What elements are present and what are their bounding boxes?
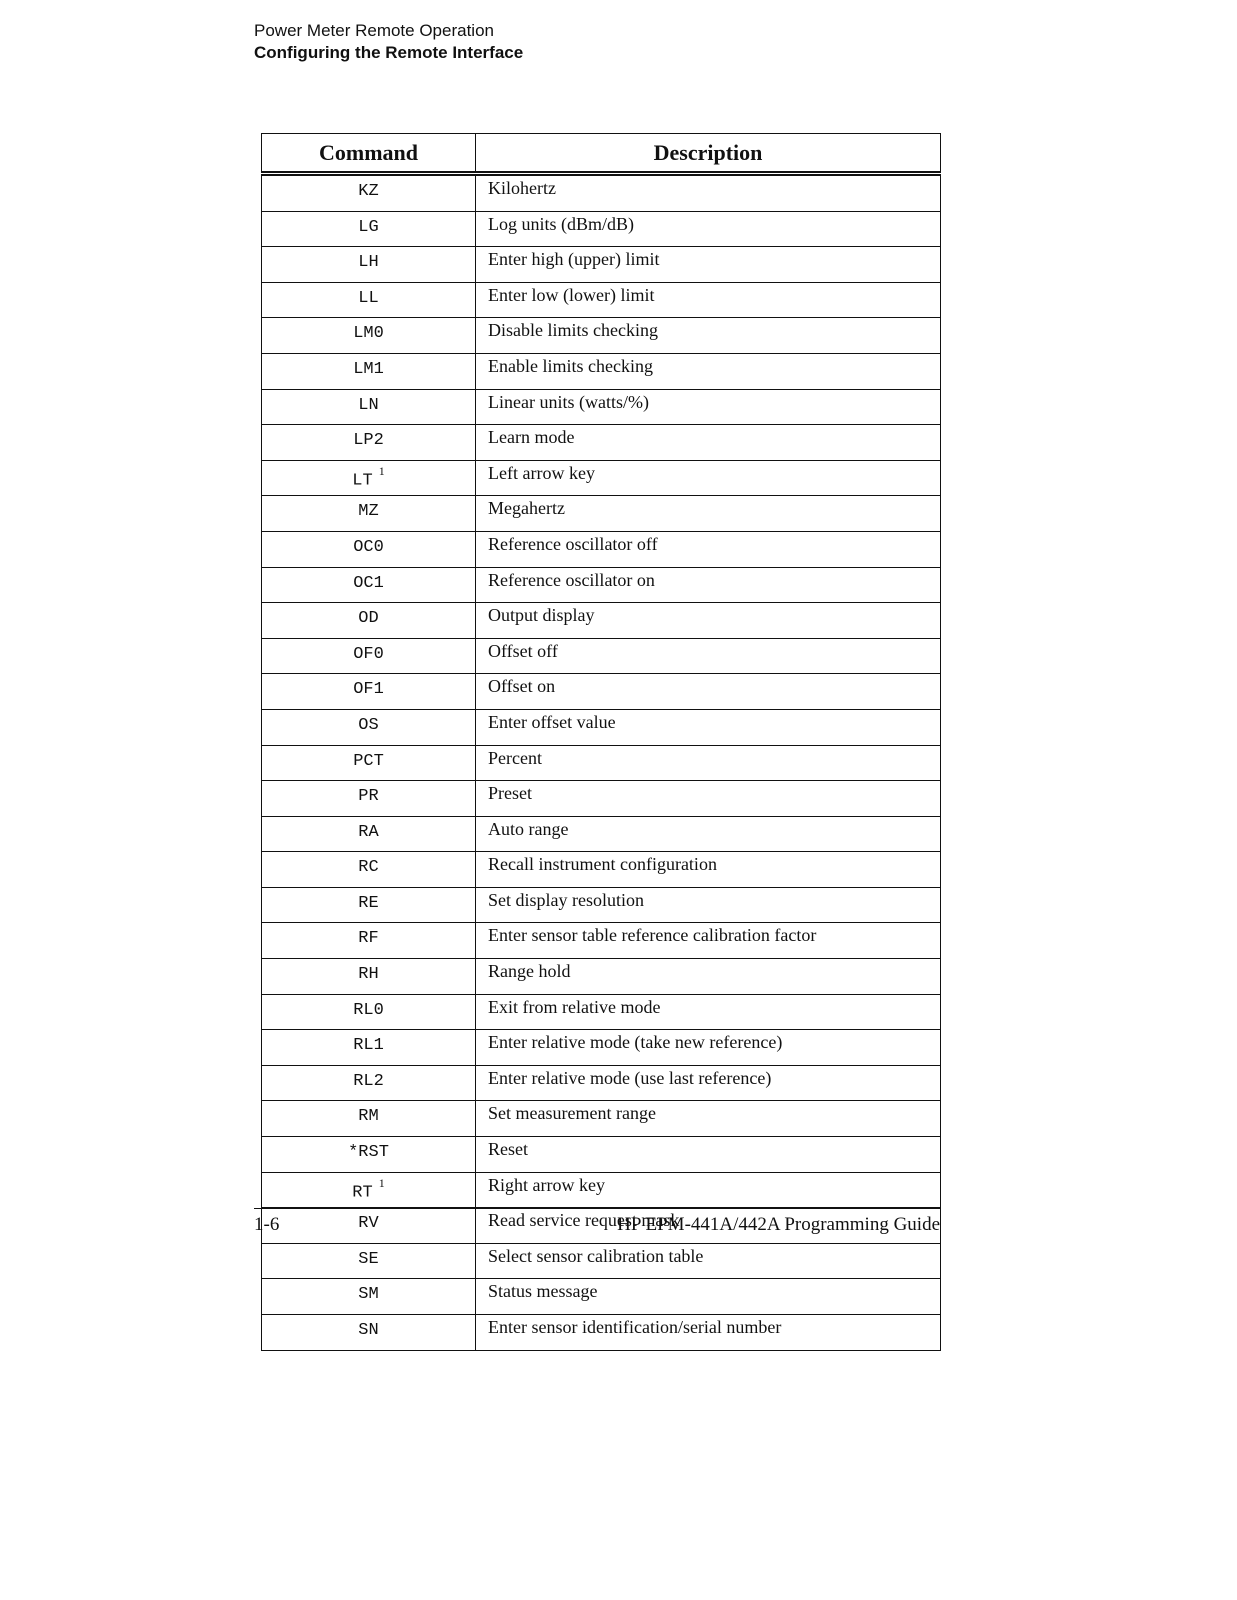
- command-cell: [262, 353, 476, 389]
- command-code: OD: [358, 609, 379, 629]
- description-cell: Enter low (lower) limit: [476, 282, 941, 318]
- command-cell: [262, 852, 476, 888]
- book-title: HP EPM-441A/442A Programming Guide: [617, 1214, 940, 1235]
- description-cell: Enter offset value: [476, 709, 941, 745]
- table-row: [262, 745, 941, 781]
- description-cell: Output display: [476, 603, 941, 639]
- table-row: [262, 174, 941, 212]
- table-row: [262, 567, 941, 603]
- table-row: [262, 247, 941, 283]
- command-code: RH: [358, 965, 379, 985]
- command-cell: [262, 603, 476, 639]
- table-row: [262, 1137, 941, 1173]
- command-cell: [262, 994, 476, 1030]
- command-cell: [262, 1101, 476, 1137]
- description-cell: Linear units (watts/%): [476, 389, 941, 425]
- table-row: [262, 1172, 941, 1208]
- command-cell: [262, 1065, 476, 1101]
- description-cell: Right arrow key: [476, 1172, 941, 1208]
- command-code: RV: [358, 1214, 379, 1234]
- command-cell: [262, 1315, 476, 1351]
- command-code: LL: [358, 288, 379, 308]
- description-cell: Range hold: [476, 959, 941, 995]
- command-cell: [262, 638, 476, 674]
- table-row: [262, 959, 941, 995]
- description-cell: Megahertz: [476, 496, 941, 532]
- table-row: [262, 1065, 941, 1101]
- command-code: RT: [352, 1183, 373, 1203]
- table-row: [262, 887, 941, 923]
- command-code: LN: [358, 395, 379, 415]
- description-cell: Offset on: [476, 674, 941, 710]
- command-code: OC0: [353, 537, 384, 557]
- command-code: SM: [358, 1285, 379, 1305]
- command-cell: [262, 959, 476, 995]
- table-row: [262, 282, 941, 318]
- column-header-description: Description: [476, 134, 941, 174]
- table-row: [262, 994, 941, 1030]
- description-cell: Enter sensor identification/serial number: [476, 1315, 941, 1351]
- description-cell: Enter relative mode (take new reference): [476, 1030, 941, 1066]
- table-row: [262, 531, 941, 567]
- table-row: [262, 852, 941, 888]
- table-row: [262, 638, 941, 674]
- command-code: LM0: [353, 324, 384, 344]
- description-cell: Log units (dBm/dB): [476, 211, 941, 247]
- description-cell: Reference oscillator off: [476, 531, 941, 567]
- description-cell: Set display resolution: [476, 887, 941, 923]
- command-code: LT: [352, 471, 373, 491]
- command-cell: [262, 282, 476, 318]
- table-row: [262, 816, 941, 852]
- table-row: [262, 496, 941, 532]
- description-cell: Enter sensor table reference calibration factor: [476, 923, 941, 959]
- command-cell: [262, 247, 476, 283]
- description-cell: Status message: [476, 1279, 941, 1315]
- description-cell: Percent: [476, 745, 941, 781]
- command-code: RL1: [353, 1036, 384, 1056]
- command-cell: [262, 211, 476, 247]
- description-cell: Reference oscillator on: [476, 567, 941, 603]
- description-cell: Auto range: [476, 816, 941, 852]
- description-cell: Read service request mask: [476, 1208, 941, 1244]
- table-row: [262, 318, 941, 354]
- running-head: [254, 20, 523, 64]
- description-cell: Learn mode: [476, 425, 941, 461]
- column-header-command: Command: [262, 134, 476, 174]
- command-cell: [262, 496, 476, 532]
- command-code: RC: [358, 858, 379, 878]
- description-cell: Select sensor calibration table: [476, 1243, 941, 1279]
- command-code: LM1: [353, 359, 384, 379]
- table-header-row: [262, 134, 941, 174]
- description-cell: Enable limits checking: [476, 353, 941, 389]
- table-row: [262, 389, 941, 425]
- description-cell: Exit from relative mode: [476, 994, 941, 1030]
- command-code: MZ: [358, 502, 379, 522]
- table-row: [262, 1030, 941, 1066]
- footnote-marker: 1: [378, 463, 385, 478]
- description-cell: Enter relative mode (use last reference): [476, 1065, 941, 1101]
- description-cell: Set measurement range: [476, 1101, 941, 1137]
- table-row: [262, 1279, 941, 1315]
- command-code: KZ: [358, 182, 379, 201]
- command-code: OS: [358, 715, 379, 735]
- command-cell: [262, 1208, 476, 1244]
- command-cell: [262, 425, 476, 461]
- command-code: RF: [358, 929, 379, 949]
- table-row: [262, 603, 941, 639]
- command-cell: [262, 816, 476, 852]
- table-body: [262, 174, 941, 1351]
- command-cell: [262, 318, 476, 354]
- command-cell: [262, 1030, 476, 1066]
- command-cell: [262, 174, 476, 212]
- command-cell: [262, 745, 476, 781]
- command-code: RE: [358, 893, 379, 913]
- command-cell: [262, 460, 476, 496]
- description-cell: Kilohertz: [476, 174, 941, 212]
- command-cell: [262, 1279, 476, 1315]
- table-row: [262, 923, 941, 959]
- table-row: [262, 211, 941, 247]
- command-code: LG: [358, 217, 379, 237]
- description-cell: Preset: [476, 781, 941, 817]
- command-cell: [262, 674, 476, 710]
- table-row: [262, 781, 941, 817]
- footnote-marker: 1: [378, 1175, 385, 1190]
- table-row: [262, 425, 941, 461]
- command-code: LP2: [353, 431, 384, 451]
- table-row: [262, 460, 941, 496]
- description-cell: Reset: [476, 1137, 941, 1173]
- command-cell: [262, 887, 476, 923]
- table-row: [262, 709, 941, 745]
- command-code: RL0: [353, 1000, 384, 1020]
- command-code: RA: [358, 822, 379, 842]
- table-row: [262, 1101, 941, 1137]
- command-table: [261, 133, 941, 1351]
- page-number: 1-6: [254, 1214, 280, 1235]
- description-cell: Left arrow key: [476, 460, 941, 496]
- command-cell: [262, 567, 476, 603]
- command-cell: [262, 531, 476, 567]
- command-code: OF1: [353, 680, 384, 700]
- command-code: RL2: [353, 1071, 384, 1091]
- command-code: PCT: [353, 751, 384, 771]
- command-cell: [262, 781, 476, 817]
- table-row: [262, 1243, 941, 1279]
- footer-rule: [254, 1208, 940, 1209]
- command-cell: [262, 1137, 476, 1173]
- command-code: LH: [358, 253, 379, 273]
- command-cell: [262, 1243, 476, 1279]
- command-cell: [262, 709, 476, 745]
- command-code: PR: [358, 787, 379, 807]
- table-row: [262, 674, 941, 710]
- command-code: OC1: [353, 573, 384, 593]
- table-row: [262, 353, 941, 389]
- command-cell: [262, 1172, 476, 1208]
- description-cell: Recall instrument configuration: [476, 852, 941, 888]
- command-code: SE: [358, 1249, 379, 1269]
- command-code: RM: [358, 1107, 379, 1127]
- command-code: *RST: [348, 1143, 389, 1163]
- section-title: Power Meter Remote Operation: [254, 21, 494, 40]
- command-code: OF0: [353, 644, 384, 664]
- command-cell: [262, 923, 476, 959]
- command-code: SN: [358, 1321, 379, 1340]
- description-cell: Disable limits checking: [476, 318, 941, 354]
- command-cell: [262, 389, 476, 425]
- table-row: [262, 1315, 941, 1351]
- description-cell: Offset off: [476, 638, 941, 674]
- description-cell: Enter high (upper) limit: [476, 247, 941, 283]
- subsection-title: Configuring the Remote Interface: [254, 43, 524, 62]
